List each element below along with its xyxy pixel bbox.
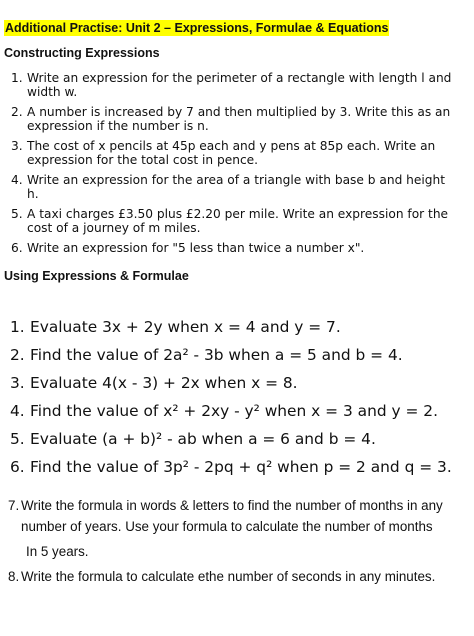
question-number: 7.	[8, 498, 20, 513]
list-item	[0, 495, 461, 562]
list-item	[0, 566, 461, 587]
question-number: 8.	[8, 569, 20, 584]
question-text: Find the value of 2a² - 3b when a = 5 and b = 4.	[30, 346, 403, 364]
list-item	[0, 207, 459, 235]
list-item	[0, 453, 474, 481]
question-number: 4.	[10, 402, 25, 420]
question-text: Write the formula in words & letters to find the number of months in any number of years. Use your formula to calculate the number of months	[21, 498, 443, 534]
section-heading-constructing: Constructing Expressions	[4, 46, 160, 60]
question-text: A taxi charges £3.50 plus £2.20 per mile. Write an expression for the cost of a journey of m miles.	[27, 207, 449, 235]
question-text: Evaluate 3x + 2y when x = 4 and y = 7.	[30, 318, 341, 336]
question-number: 1.	[11, 71, 23, 85]
list-item	[0, 425, 474, 453]
list-item	[0, 71, 459, 99]
question-text: Find the value of x² + 2xy - y² when x = 3 and y = 2.	[30, 402, 438, 420]
question-number: 6.	[11, 241, 23, 255]
list-item	[0, 241, 459, 255]
question-text: Write an expression for "5 less than twice a number x".	[27, 241, 365, 255]
question-text: Write an expression for the perimeter of a rectangle with length l and width w.	[27, 71, 452, 99]
question-number: 6.	[10, 458, 25, 476]
question-text: Evaluate (a + b)² - ab when a = 6 and b = 4.	[30, 430, 376, 448]
list-item	[0, 313, 474, 341]
list-item	[0, 139, 459, 167]
question-text: Write an expression for the area of a triangle with base b and height h.	[27, 173, 446, 201]
question-text: Evaluate 4(x - 3) + 2x when x = 8.	[30, 374, 298, 392]
page-title: Additional Practise: Unit 2 – Expressions, Formulae & Equations	[5, 21, 389, 35]
question-number: 2.	[11, 105, 23, 119]
question-text: Find the value of 3p² - 2pq + q² when p = 2 and q = 3.	[30, 458, 452, 476]
question-text: The cost of x pencils at 45p each and y pens at 85p each. Write an expression for the total cost in pence.	[27, 139, 436, 167]
list-item	[0, 341, 474, 369]
question-number: 5.	[10, 430, 25, 448]
question-number: 3.	[10, 374, 25, 392]
list-item	[0, 173, 459, 201]
question-number: 5.	[11, 207, 23, 221]
list-item	[0, 397, 474, 425]
list-item	[0, 369, 474, 397]
section-heading-using: Using Expressions & Formulae	[4, 269, 189, 283]
question-number: 2.	[10, 346, 25, 364]
question-number: 3.	[11, 139, 23, 153]
question-text-continued: In 5 years.	[26, 544, 89, 559]
constructing-questions-list	[0, 71, 474, 261]
question-number: 1.	[10, 318, 25, 336]
question-text: Write the formula to calculate ethe number of seconds in any minutes.	[21, 569, 436, 584]
using-questions-list	[0, 313, 474, 481]
list-item	[0, 105, 459, 133]
formula-questions-list	[0, 495, 474, 591]
question-text: A number is increased by 7 and then multiplied by 3. Write this as an expression if the number is n.	[27, 105, 451, 133]
question-number: 4.	[11, 173, 23, 187]
